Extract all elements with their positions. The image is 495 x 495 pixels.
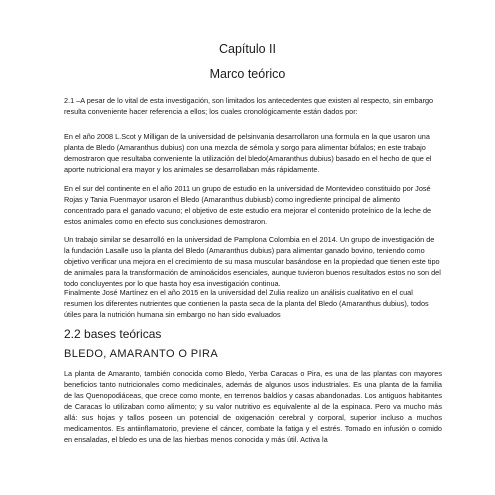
paragraph-2015: Finalmente José Martínez en el año 2015 en la universidad del Zulia realizo un análisis cualitativo en el cual resumen los diferentes nutrientes que contienen la pasta seca de la planta del Bledo (Amaranthus dubius), todos útiles para la nutrición humana sin embargo no han sido evaluados <box>64 288 429 319</box>
paragraph-2008: En el año 2008 L.Scot y Milligan de la universidad de pelsinvania desarrollaron una formula en la que usaron una planta de Bledo (Amaranthus dubius) con una mezcla de sémola y sorgo para alimentar búfalos; en este trabajo demostraron que resultaba conveniente la utilización del bledo(Amaranthus dubius) basado en el hecho de que el aporte nutricional era mayor y los animales se desarrollaban más rápidamente. <box>64 132 432 174</box>
chapter-title: Capítulo II <box>219 42 276 56</box>
paragraph-amaranto: La planta de Amaranto, también conocida como Bledo, Yerba Caracas o Pira, es una de las plantas con mayores beneficios tanto nutricionales como medicinales, además de algunos usos industriales. Es una planta de la familia de las Quenopodiáceas, que crece como monte, en terrenos baldíos y casas abandonadas. Los antiguos habitantes de Caracas lo utilizaban como alimento; y su valor nutritivo es equivalente al de la espinaca. Pero va mucho más allá: sus hojas y tallos poseen un potencial de oxigenación cerebral y corporal, superior incluso a muchos medicamentos. Es antiinflamatorio, previene el cáncer, combate la fatiga y el estrés. Tomado en infusión o comido en ensaladas, el bledo es una de las hierbas menos conocida y más útil. Activa la <box>64 369 442 444</box>
topic-heading: BLEDO, AMARANTO O PIRA <box>64 348 219 360</box>
paragraph-2014: Un trabajo similar se desarrolló en la universidad de Pamplona Colombia en el 2014. Un grupo de investigación de la fundación Lasalle uso la planta del Bledo (Amaranthus dubius) para alimentar ganado bovino, teniendo como objetivo verificar una mejora en el crecimiento de su masa muscular basándose en la propiedad que tienen este tipo de animales para la transformación de aminoácidos esenciales, aunque tuvieron buenos resultados estos no son del todo concluyentes por lo que hasta hoy esa investigación continua. <box>64 235 441 288</box>
paragraph-intro: 2.1 –A pesar de lo vital de esta investigación, son limitados los antecedentes que existen al respecto, sin embargo resulta conveniente hacer referencia a ellos; los cuales cronológicamente están dados por: <box>64 96 434 116</box>
subsection-heading: 2.2 bases teóricas <box>64 327 162 341</box>
paragraph-2011: En el sur del continente en el año 2011 un grupo de estudio en la universidad de Montevideo constituido por José Rojas y Tania Fuenmayor usaron el Bledo (Amaranthus dubiusb) como ingrediente principal de alimento concentrado para el ganado vacuno; el objetivo de este estudio era mejorar el contenido proteínico de la leche de estos animales como en efecto sus conclusiones demostraron. <box>64 184 432 226</box>
section-title: Marco teórico <box>209 67 286 81</box>
